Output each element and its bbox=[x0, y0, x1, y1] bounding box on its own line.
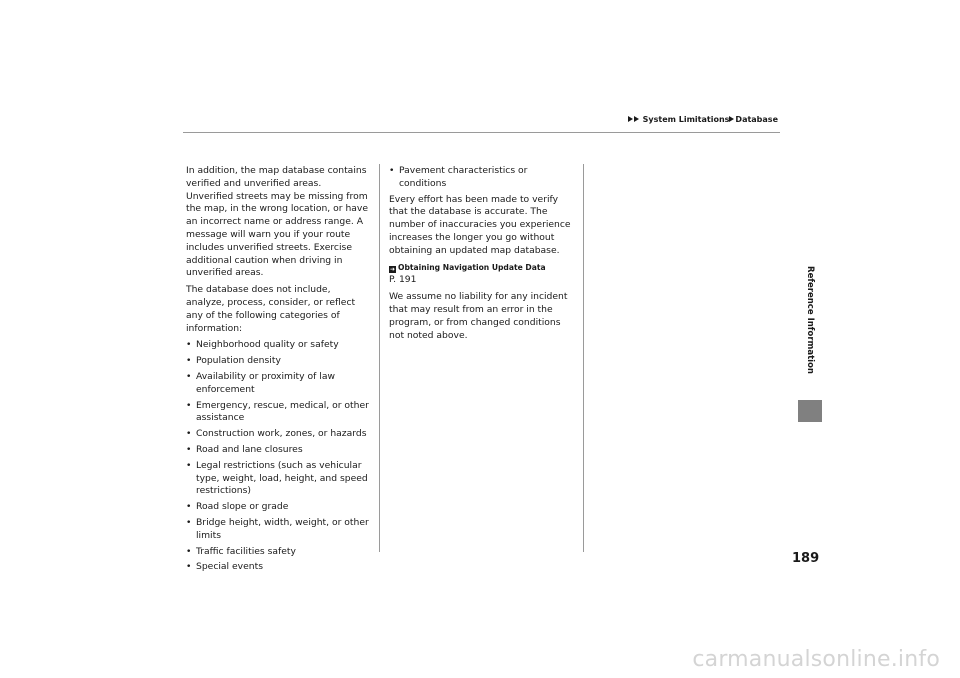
bullet-icon: • bbox=[186, 561, 192, 573]
list-item: • Road slope or grade bbox=[186, 501, 289, 513]
list-item: • Neighborhood quality or safety bbox=[186, 339, 339, 351]
list-item: • Pavement characteristics or conditions bbox=[389, 165, 528, 189]
cross-reference-label: Obtaining Navigation Update Data bbox=[398, 262, 546, 272]
arrow-right-icon bbox=[729, 116, 734, 122]
bullet-icon: • bbox=[186, 428, 192, 440]
cross-reference-icon: ➜ bbox=[389, 265, 396, 273]
list-item: • Population density bbox=[186, 355, 281, 367]
page-number: 189 bbox=[792, 551, 820, 566]
section-label: Reference Information bbox=[805, 266, 815, 374]
header-divider bbox=[183, 132, 780, 133]
list-item: • Road and lane closures bbox=[186, 443, 303, 455]
arrow-right-icon bbox=[628, 116, 633, 122]
bullet-icon: • bbox=[186, 355, 192, 367]
bullet-icon: • bbox=[186, 399, 192, 411]
bullet-icon: • bbox=[186, 501, 192, 513]
watermark: carmanualsonline.info bbox=[692, 647, 940, 672]
paragraph: In addition, the map database contains verified and unverified areas. Unverified streets may be missing from the map, in the wrong location, or have an incorrect name or address range. A message will warn you if your route includes unverified streets. Exercise additional caution when driving in unverified areas. bbox=[186, 165, 368, 279]
bullet-icon: • bbox=[389, 165, 395, 176]
bullet-icon: • bbox=[186, 516, 192, 528]
arrow-right-icon bbox=[634, 116, 639, 122]
breadcrumb bbox=[628, 115, 778, 124]
breadcrumb-item: System Limitations bbox=[642, 115, 730, 124]
bullet-list bbox=[389, 165, 577, 191]
column-divider bbox=[583, 164, 584, 552]
list-item: • Traffic facilities safety bbox=[186, 545, 296, 557]
list-item: • Bridge height, width, weight, or other limits bbox=[186, 516, 369, 541]
breadcrumb-item: Database bbox=[735, 115, 778, 124]
section-tab bbox=[798, 400, 822, 422]
bullet-icon: • bbox=[186, 459, 192, 471]
list-item: • Emergency, rescue, medical, or other assistance bbox=[186, 399, 369, 424]
paragraph: The database does not include, analyze, process, consider, or reflect any of the following categories of information: bbox=[186, 284, 356, 334]
paragraph: Every effort has been made to verify that the database is accurate. The number of inaccuracies you experience increases the longer you go without obtaining an updated map database. bbox=[389, 193, 571, 256]
bullet-icon: • bbox=[186, 443, 192, 455]
right-column bbox=[389, 165, 577, 346]
left-column bbox=[186, 165, 371, 577]
bullet-icon: • bbox=[186, 370, 192, 382]
cross-reference-link[interactable] bbox=[389, 262, 577, 275]
cross-reference-page: P. 191 bbox=[389, 274, 417, 286]
paragraph: We assume no liability for any incident that may result from an error in the program, or from changed conditions not noted above. bbox=[389, 291, 568, 341]
list-item: • Availability or proximity of law enforcement bbox=[186, 370, 335, 395]
list-item: • Special events bbox=[186, 561, 263, 573]
column-divider bbox=[379, 164, 380, 552]
bullet-icon: • bbox=[186, 339, 192, 351]
bullet-icon: • bbox=[186, 545, 192, 557]
bullet-list bbox=[186, 339, 371, 574]
list-item: • Construction work, zones, or hazards bbox=[186, 428, 367, 440]
list-item: • Legal restrictions (such as vehicular type, weight, load, height, and speed restrictions) bbox=[186, 459, 368, 497]
